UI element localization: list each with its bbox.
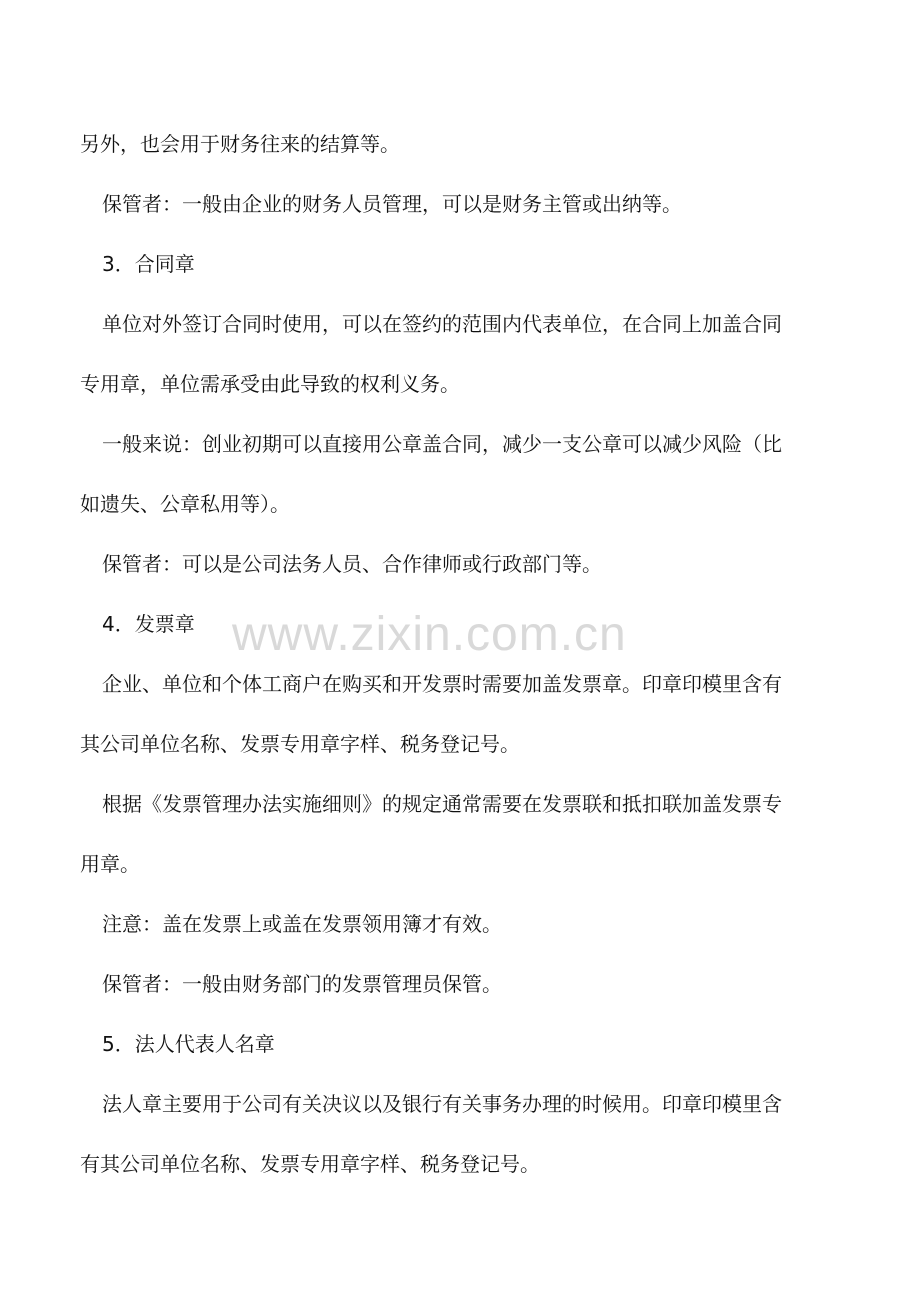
- paragraph-line: 有其公司单位名称、发票专用章字样、税务登记号。: [80, 1152, 540, 1176]
- paragraph-line: 一般来说：创业初期可以直接用公章盖合同，减少一支公章可以减少风险（比: [102, 432, 782, 456]
- paragraph-line: 保管者：一般由财务部门的发票管理员保管。: [102, 972, 502, 996]
- paragraph-line: 其公司单位名称、发票专用章字样、税务登记号。: [80, 732, 520, 756]
- document-body: [80, 114, 844, 1194]
- paragraph-line: 根据《发票管理办法实施细则》的规定通常需要在发票联和抵扣联加盖发票专: [102, 792, 782, 816]
- section-heading-contract-seal: 3．合同章: [102, 252, 195, 276]
- section-heading-legal-rep-seal: 5．法人代表人名章: [102, 1032, 275, 1056]
- paragraph-line: 注意：盖在发票上或盖在发票领用簿才有效。: [102, 912, 502, 936]
- paragraph-line: 另外，也会用于财务往来的结算等。: [80, 132, 400, 156]
- paragraph-line: 企业、单位和个体工商户在购买和开发票时需要加盖发票章。印章印模里含有: [102, 672, 782, 696]
- paragraph-line: 法人章主要用于公司有关决议以及银行有关事务办理的时候用。印章印模里含: [102, 1092, 782, 1116]
- section-heading-invoice-seal: 4．发票章: [102, 612, 195, 636]
- paragraph-line: 单位对外签订合同时使用，可以在签约的范围内代表单位，在合同上加盖合同: [102, 312, 782, 336]
- paragraph-line: 专用章，单位需承受由此导致的权利义务。: [80, 372, 460, 396]
- paragraph-line: 如遗失、公章私用等）。: [80, 492, 290, 516]
- paragraph-line: 用章。: [80, 852, 140, 876]
- paragraph-line: 保管者：可以是公司法务人员、合作律师或行政部门等。: [102, 552, 602, 576]
- paragraph-line: 保管者：一般由企业的财务人员管理，可以是财务主管或出纳等。: [102, 192, 682, 216]
- watermark-text: www.zixin.com.cn: [232, 608, 627, 661]
